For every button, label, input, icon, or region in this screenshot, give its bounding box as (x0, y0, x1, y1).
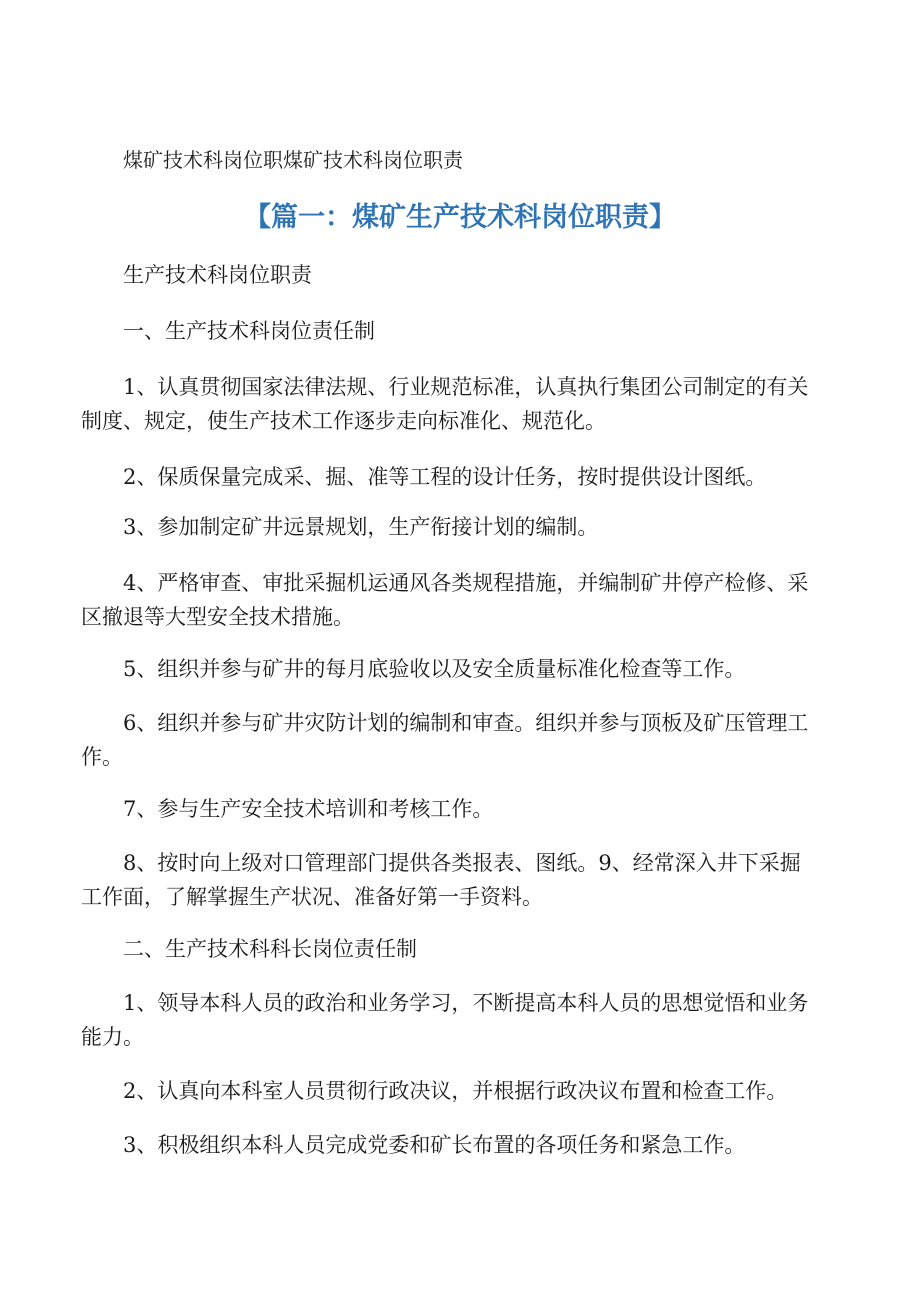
part1-item-4-line1: 4、严格审查、审批采掘机运通风各类规程措施，并编制矿井停产检修、采 (123, 571, 809, 595)
part2-item-2-line1: 2、认真向本科室人员贯彻行政决议，并根据行政决议布置和检查工作。 (123, 1079, 788, 1103)
part1-item-2 (123, 460, 823, 494)
part2-item-1-line2: 能力。 (81, 1025, 144, 1049)
part1-item-1-line1: 1、认真贯彻国家法律法规、行业规范标准，认真执行集团公司制定的有关 (123, 375, 809, 399)
part1-item-4-line2: 区撤退等大型安全技术措施。 (81, 605, 354, 629)
part2-heading: 二、生产技术科科长岗位责任制 (123, 937, 417, 961)
part1-item-6-line2: 作。 (81, 745, 123, 769)
section-heading: 【篇一：煤矿生产技术科岗位职责】 (244, 202, 676, 233)
part1-item-6 (81, 706, 823, 774)
part1-item-6-line1: 6、组织并参与矿井灾防计划的编制和审查。组织并参与顶板及矿压管理工 (123, 711, 809, 735)
part2-item-2 (123, 1074, 823, 1108)
part1-item-5-line1: 5、组织并参与矿井的每月底验收以及安全质量标准化检查等工作。 (123, 657, 746, 681)
part2-item-1 (81, 986, 823, 1054)
part2-item-3-line1: 3、积极组织本科人员完成党委和矿长布置的各项任务和紧急工作。 (123, 1133, 746, 1157)
part1-item-5 (123, 652, 823, 686)
part1-item-7 (123, 792, 823, 826)
part1-item-1 (81, 370, 823, 438)
part1-item-8-line2: 工作面，了解掌握生产状况、准备好第一手资料。 (81, 885, 543, 909)
part1-item-1-line2: 制度、规定，使生产技术工作逐步走向标准化、规范化。 (81, 409, 606, 433)
part2-item-3 (123, 1128, 823, 1162)
subtitle: 生产技术科岗位职责 (123, 263, 312, 287)
part1-item-3 (123, 510, 823, 544)
document-title: 煤矿技术科岗位职煤矿技术科岗位职责 (123, 148, 463, 172)
part1-item-8-line1: 8、按时向上级对口管理部门提供各类报表、图纸。9、经常深入井下采掘 (123, 851, 801, 875)
part1-heading: 一、生产技术科岗位责任制 (123, 319, 375, 343)
part1-item-3-line1: 3、参加制定矿井远景规划，生产衔接计划的编制。 (123, 515, 599, 539)
part1-item-8 (81, 846, 823, 914)
part2-item-1-line1: 1、领导本科人员的政治和业务学习，不断提高本科人员的思想觉悟和业务 (123, 991, 809, 1015)
part1-item-2-line1: 2、保质保量完成采、掘、准等工程的设计任务，按时提供设计图纸。 (123, 465, 767, 489)
part1-item-7-line1: 7、参与生产安全技术培训和考核工作。 (123, 797, 494, 821)
part1-item-4 (81, 566, 823, 634)
